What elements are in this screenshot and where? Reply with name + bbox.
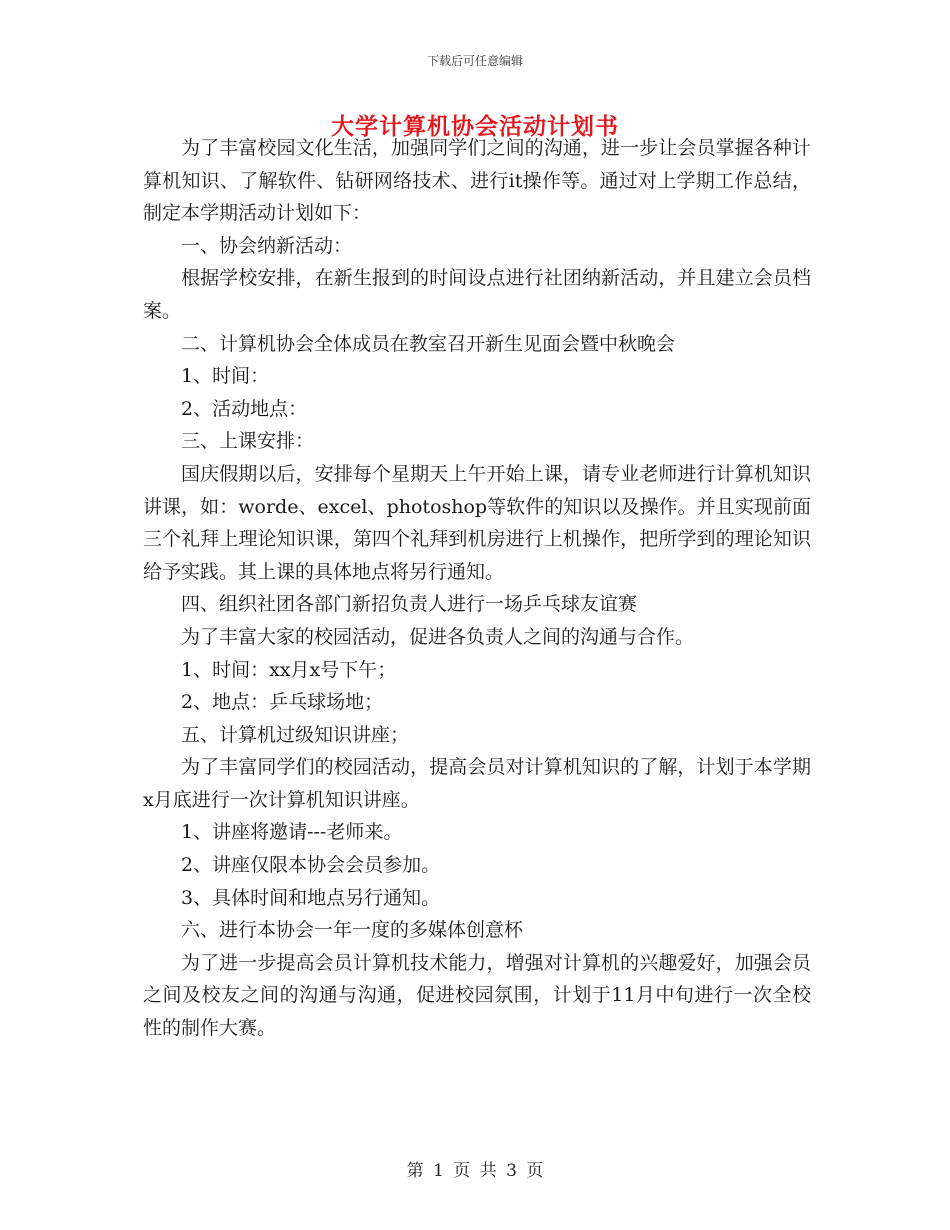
section-heading-5: 五、计算机过级知识讲座； xyxy=(181,723,410,746)
paragraph: 为了丰富同学们的校园活动，提高会员对计算机知识的了解，计划于本学期x月底进行一次计算机知识讲座。 xyxy=(143,756,811,811)
paragraph-intro: 为了丰富校园文化生活，加强同学们之间的沟通，进一步让会员掌握各种计算机知识、了解软件、钻研网络技术、进行it操作等。通过对上学期工作总结，制定本学期活动计划如下： xyxy=(143,137,811,225)
document-title: 大学计算机协会活动计划书 xyxy=(331,113,619,140)
section-heading-1: 一、协会纳新活动： xyxy=(181,234,353,257)
list-item: 2、讲座仅限本协会会员参加。 xyxy=(181,854,441,877)
list-item: 3、具体时间和地点另行通知。 xyxy=(181,886,441,909)
paragraph: 国庆假期以后，安排每个星期天上午开始上课，请专业老师进行计算机知识讲课，如：worde、excel、photoshop等软件的知识以及操作。并且实现前面三个礼拜上理论知识课，第四个礼拜到机房进行上机操作，把所学到的理论知识给予实践。其上课的具体地点将另行通知。 xyxy=(143,462,811,583)
list-item: 1、时间： xyxy=(181,365,270,388)
list-item: 1、时间：xx月x号下午； xyxy=(181,658,397,681)
header-note: 下载后可任意编辑 xyxy=(426,54,523,68)
document-body xyxy=(143,132,811,1045)
list-item: 2、地点：乒乓球场地； xyxy=(181,691,384,714)
list-item: 2、活动地点： xyxy=(181,397,308,420)
list-item: 1、讲座将邀请---老师来。 xyxy=(181,821,403,844)
section-heading-4: 四、组织社团各部门新招负责人进行一场乒乓球友谊赛 xyxy=(181,593,638,616)
section-heading-2: 二、计算机协会全体成员在教室召开新生见面会暨中秋晚会 xyxy=(181,332,676,355)
paragraph: 为了进一步提高会员计算机技术能力，增强对计算机的兴趣爱好，加强会员之间及校友之间的沟通与沟通，促进校园氛围，计划于11月中旬进行一次全校性的制作大赛。 xyxy=(143,951,811,1040)
section-heading-3: 三、上课安排： xyxy=(181,430,315,453)
page-footer: 第 1 页 共 3 页 xyxy=(406,1161,544,1181)
paragraph: 为了丰富大家的校园活动，促进各负责人之间的沟通与合作。 xyxy=(181,625,695,648)
paragraph: 根据学校安排，在新生报到的时间设点进行社团纳新活动，并且建立会员档案。 xyxy=(143,267,811,322)
section-heading-6: 六、进行本协会一年一度的多媒体创意杯 xyxy=(181,919,524,942)
